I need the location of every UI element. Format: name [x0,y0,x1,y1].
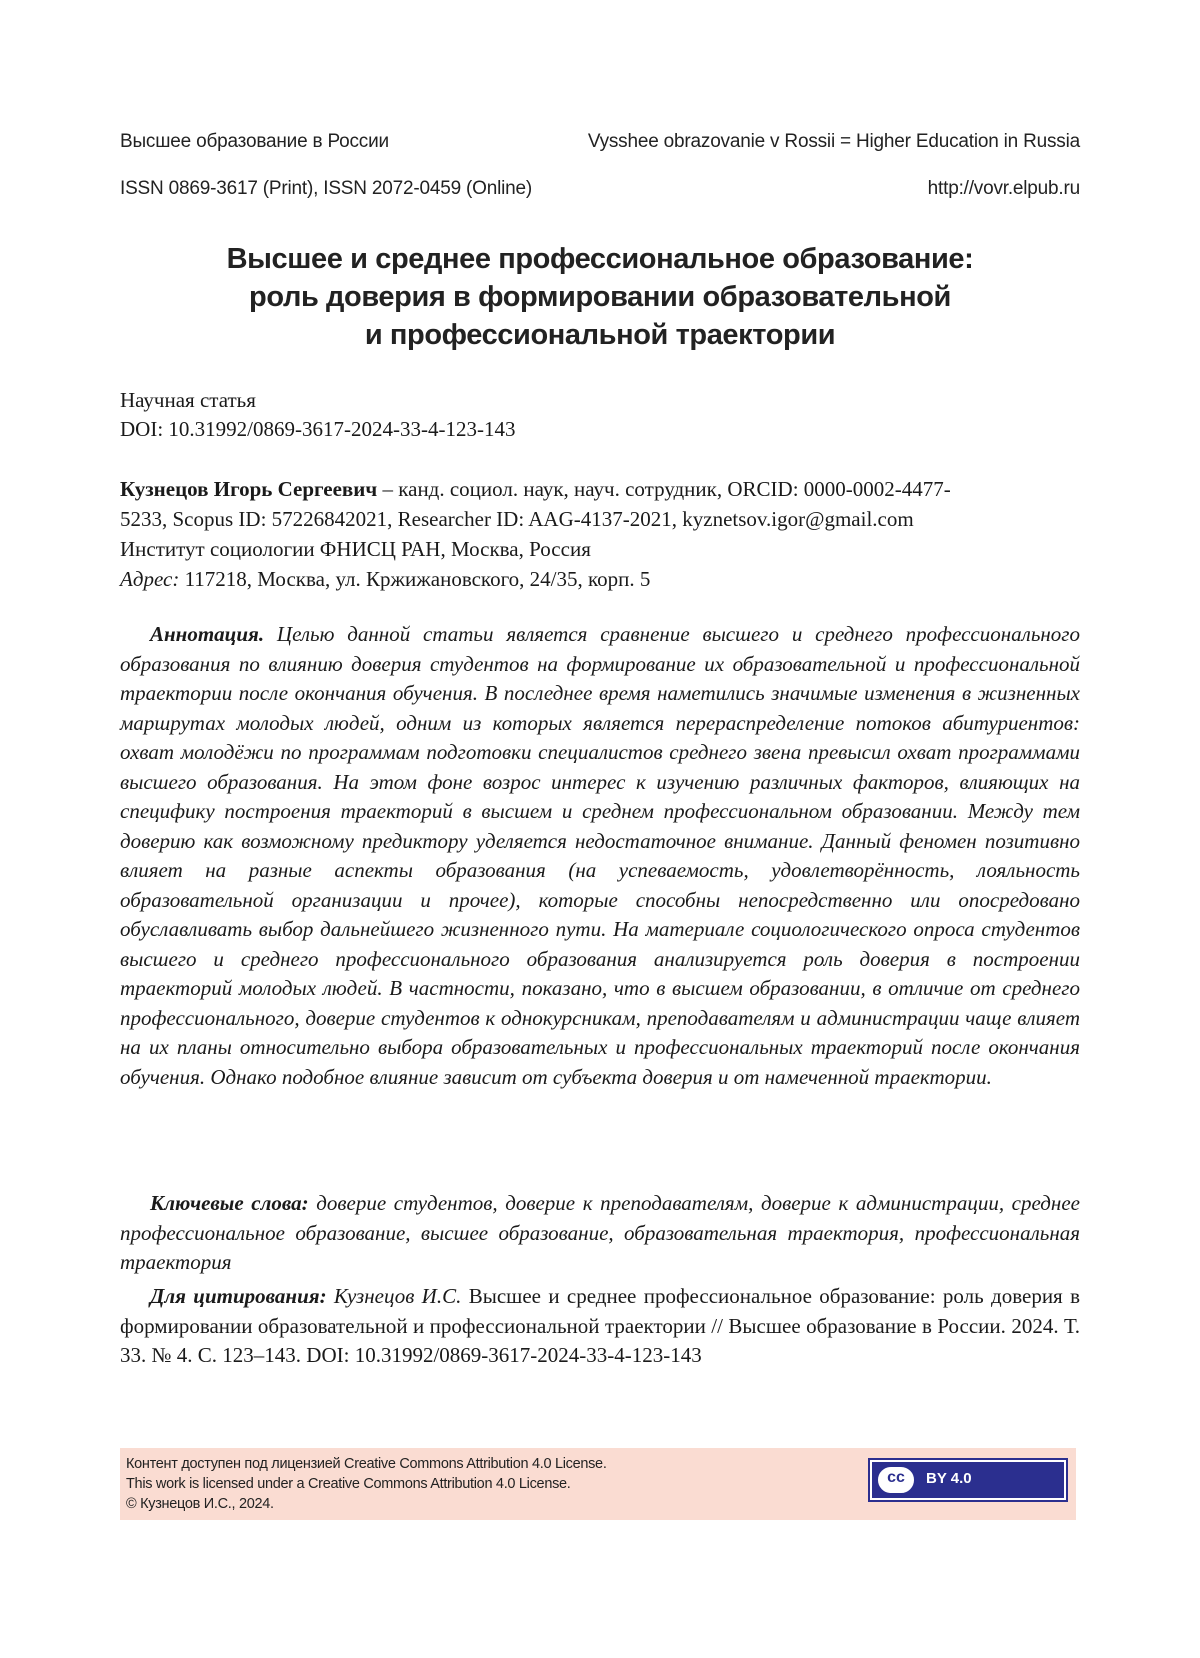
license-band [120,1448,1076,1520]
abstract [120,620,1080,1092]
article-type: Научная статья [120,388,256,412]
author-name: Кузнецов Игорь Сергеевич [120,477,378,501]
keywords-label: Ключевые слова: [150,1191,309,1215]
copyright-line: © Кузнецов И.С., 2024. [126,1496,274,1512]
author-details-2: 5233, Scopus ID: 57226842021, Researcher ID: AAG-4137-2021, kyznetsov.igor@gmail.com [120,507,914,531]
address-label: Адрес: [120,567,180,591]
keywords-text: доверие студентов, доверие к преподавателям, доверие к администрации, среднее профессиональное образование, высшее образование, образовательная траектория, профессиональная траектория [120,1191,1080,1274]
cc-icon: cc [876,1465,916,1495]
license-line-ru: Контент доступен под лицензией Creative Commons Attribution 4.0 License. [126,1456,607,1472]
citation [120,1282,1080,1371]
citation-label: Для цитирования: [150,1284,327,1308]
journal-name-ru: Высшее образование в России [120,131,389,152]
address-text: 117218, Москва, ул. Кржижановского, 24/35, корп. 5 [179,567,651,591]
article-title [120,240,1080,354]
citation-text: Высшее и среднее профессиональное образование: роль доверия в формировании образовательной и профессиональной траектории // Высшее образование в России. 2024. Т. 33. № 4. С. 123–143. DOI: 10.31992/0869-3617-2024-33-4-123-143 [120,1284,1080,1367]
title-line-3: и профессиональной траектории [364,319,836,351]
journal-name-en: Vysshee obrazovanie v Rossii = Higher Education in Russia [587,131,1080,152]
running-header [120,131,1080,153]
cc-by-label: BY 4.0 [926,1470,972,1487]
citation-author: Кузнецов И.С. [326,1284,462,1308]
author-block [120,474,1080,594]
issn: ISSN 0869-3617 (Print), ISSN 2072-0459 (Online) [120,178,532,199]
license-text [126,1454,607,1514]
author-line-1 [120,474,1080,504]
author-institution: Институт социологии ФНИСЦ РАН, Москва, Россия [120,537,591,561]
title-line-2: роль доверия в формировании образовательной [249,281,951,313]
issn-header [120,178,1080,200]
abstract-label: Аннотация. [150,622,265,646]
cc-by-badge[interactable] [870,1460,1066,1500]
license-line-en: This work is licensed under a Creative Commons Attribution 4.0 License. [126,1476,571,1492]
author-details-1: – канд. социол. наук, науч. сотрудник, ORCID: 0000-0002-4477- [377,477,951,501]
keywords [120,1189,1080,1278]
author-address-line [120,564,1080,594]
journal-url[interactable]: http://vovr.elpub.ru [927,178,1080,199]
article-doi[interactable]: DOI: 10.31992/0869-3617-2024-33-4-123-143 [120,417,516,441]
title-line-1: Высшее и среднее профессиональное образование: [226,243,974,275]
abstract-text: Целью данной статьи является сравнение высшего и среднего профессионального образования по влиянию доверия студентов на формирование их образовательной и профессиональной траектории после окончания обучения. В последнее время наметились значимые изменения в жизненных маршрутах молодых людей, одним из которых является перераспределение потоков абитуриентов: охват молодёжи по программам подготовки специалистов среднего звена превысил охват программами высшего образования. На этом фоне возрос интерес к изучению различных факторов, влияющих на специфику построения траекторий в высшем и среднем профессиональном образовании. Между тем доверию как возможному предиктору уделяется недостаточное внимание. Данный феномен позитивно влияет на разные аспекты образования (на успеваемость, удовлетворённость, лояльность образовательной организации и прочее), которые способны непосредственно или опосредовано обуславливать выбор дальнейшего жизненного пути. На материале социологического опроса студентов высшего и среднего профессионального образования анализируется роль доверия в построении траекторий молодых людей. В частности, показано, что в высшем образовании, в отличие от среднего профессионального, доверие студентов к однокурсникам, преподавателям и администрации чаще влияет на их планы относительно выбора образовательных и профессиональных траекторий после окончания обучения. Однако подобное влияние зависит от субъекта доверия и от намеченной траектории. [120,622,1080,1089]
